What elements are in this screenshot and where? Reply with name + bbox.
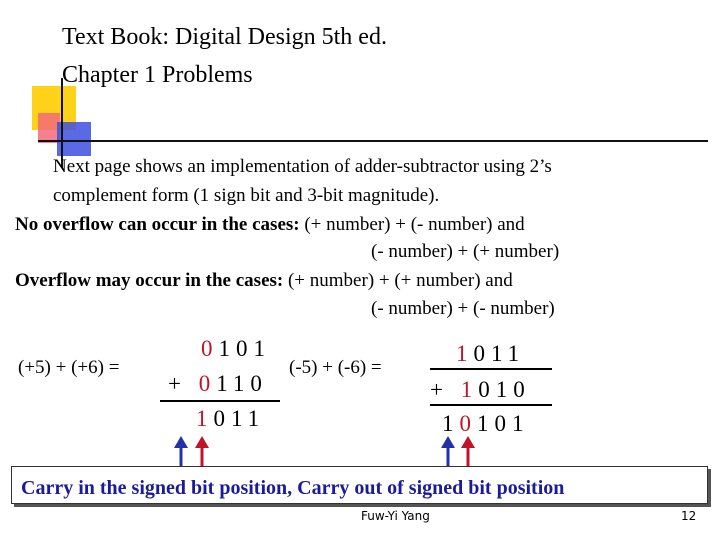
arrow-carry-in-left-blue: [174, 436, 188, 468]
no-overflow-case-2: (- number) + (+ number): [371, 241, 560, 262]
overflow-case-1: (+ number) + (+ number) and: [287, 270, 513, 291]
callout-text: Carry in the signed bit position, Carry out of signed bit position: [21, 477, 565, 499]
example2-plus-sign: +: [430, 377, 449, 402]
example2-carry-out: 1: [442, 411, 460, 436]
example2-operand-1-sign: 1: [456, 341, 474, 366]
example2-result-sign: 0: [459, 411, 477, 436]
footer-page-number: 12: [681, 509, 697, 523]
overflow-label: Overflow may occur in the cases:: [15, 270, 284, 291]
intro-line-2: complement form (1 sign bit and 3-bit magnitude).: [53, 185, 440, 206]
intro-line-1: Next page shows an implementation of adder-subtractor using 2’s: [53, 156, 552, 177]
overflow-case-2: (- number) + (- number): [371, 298, 555, 319]
arrow-carry-out-right-red: [461, 436, 475, 468]
arrow-carry-out-right-blue: [441, 436, 455, 468]
example1-plus-sign: +: [168, 371, 187, 396]
no-overflow-label: No overflow can occur in the cases:: [15, 214, 300, 235]
example1-operand-1-magnitude: 101: [218, 336, 271, 361]
example1-operand-1-sign: 0: [201, 336, 219, 361]
title-line-2: Chapter 1 Problems: [62, 62, 253, 88]
example1-result-magnitude: 011: [213, 406, 266, 431]
example2-result-magnitude: 101: [477, 411, 530, 436]
example1-expression: (+5) + (+6) =: [18, 357, 120, 378]
example2-operand-1-magnitude: 011: [473, 341, 526, 366]
example1-operand-2-magnitude: 110: [216, 371, 268, 396]
footer-author: Fuw-Yi Yang: [361, 509, 430, 523]
example1-operand-2-sign: 0: [198, 371, 217, 396]
example1-result-sign: 1: [196, 406, 214, 431]
no-overflow-case-1: (+ number) + (- number) and: [304, 214, 525, 235]
example2-operand-2-sign: 1: [460, 377, 479, 402]
example2-expression: (-5) + (-6) =: [289, 357, 382, 378]
arrow-carry-in-left-red: [195, 436, 209, 468]
example2-operand-2-magnitude: 010: [478, 377, 531, 402]
title-line-1: Text Book: Digital Design 5th ed.: [62, 24, 387, 50]
